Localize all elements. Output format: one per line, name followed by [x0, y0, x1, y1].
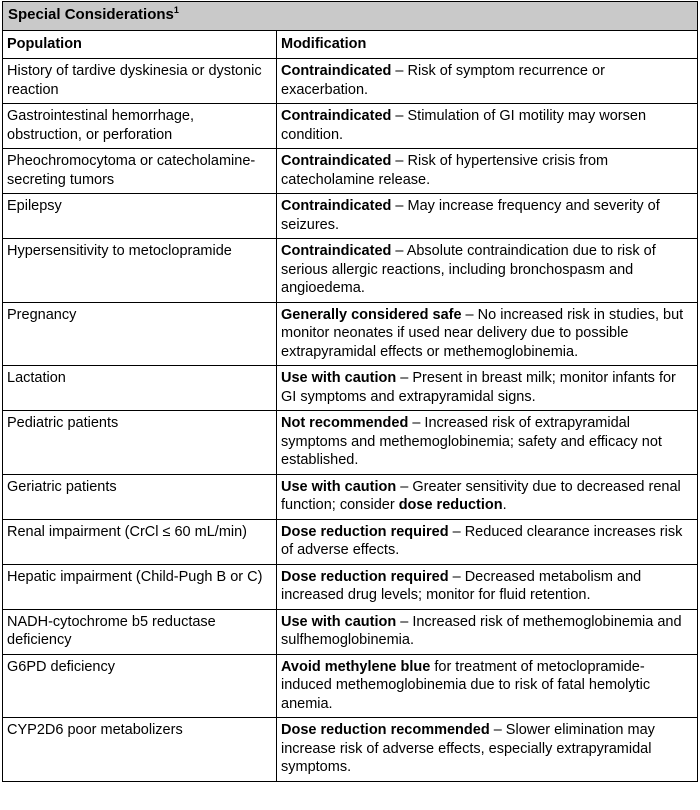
table-row: [3, 474, 698, 519]
modification-verdict: Use with caution: [281, 370, 397, 386]
population-cell: G6PD deficiency: [3, 654, 277, 718]
population-cell: Epilepsy: [3, 194, 277, 239]
modification-emphasis: dose reduction: [398, 497, 503, 513]
population-cell: Pheochromocytoma or catecholamine-secreting tumors: [3, 149, 277, 194]
title-footnote-marker: 1: [173, 5, 179, 15]
modification-verdict: Use with caution: [281, 613, 397, 630]
table-body: [3, 59, 698, 782]
table-row: [3, 239, 698, 303]
table-row: [3, 519, 698, 564]
table-title-cell: [3, 2, 698, 31]
table-title: Special Considerations: [8, 6, 174, 23]
special-considerations-table-container: [2, 1, 697, 782]
modification-detail: – Increased risk of methemoglobinemia and sulfhemoglobinemia.: [281, 613, 682, 648]
modification-detail: – Reduced clearance increases risk of adverse effects.: [281, 523, 683, 558]
modification-verdict: Contraindicated: [281, 63, 392, 79]
modification-detail: – Greater sensitivity due to decreased renal function; consider: [281, 478, 681, 513]
modification-cell: [277, 519, 698, 564]
table-row: [3, 366, 698, 411]
table-row: [3, 564, 698, 609]
modification-verdict: Dose reduction required: [281, 568, 449, 585]
population-cell: Gastrointestinal hemorrhage, obstruction, or perforation: [3, 104, 277, 149]
modification-cell: [277, 474, 698, 519]
table-row: [3, 59, 698, 104]
modification-verdict: Generally considered safe: [281, 306, 462, 323]
population-cell: CYP2D6 poor metabolizers: [3, 718, 277, 782]
population-cell: Pediatric patients: [3, 411, 277, 475]
modification-detail: – Decreased metabolism and increased drug levels; monitor for fluid retention.: [281, 568, 642, 603]
modification-cell: [277, 104, 698, 149]
table-row: [3, 149, 698, 194]
modification-detail: – Risk of hypertensive crisis from catecholamine release.: [281, 153, 609, 188]
special-considerations-table: [2, 1, 698, 782]
modification-detail: – Slower elimination may increase risk of adverse effects, especially extrapyramidal symptoms.: [281, 722, 655, 775]
modification-cell: [277, 302, 698, 366]
population-header: Population: [3, 30, 277, 59]
modification-detail-end: .: [502, 497, 507, 513]
modification-cell: [277, 194, 698, 239]
modification-cell: [277, 564, 698, 609]
modification-detail: for treatment of metoclopramide-induced methemoglobinemia due to risk of fatal hemolytic anemia.: [281, 658, 651, 712]
modification-verdict: Not recommended: [281, 415, 409, 431]
population-cell: Hepatic impairment (Child-Pugh B or C): [3, 564, 277, 609]
table-title-row: [3, 2, 698, 31]
population-cell: Hypersensitivity to metoclopramide: [3, 239, 277, 303]
modification-detail: – Absolute contraindication due to risk of serious allergic reactions, including bronchospasm and angioedema.: [281, 243, 656, 296]
table-row: [3, 302, 698, 366]
population-cell: NADH-cytochrome b5 reductase deficiency: [3, 609, 277, 654]
modification-verdict: Dose reduction required: [281, 523, 449, 540]
modification-detail: – No increased risk in studies, but monitor neonates if used near delivery due to possible extrapyramidal effects or methemoglobinemia.: [281, 306, 684, 360]
table-row: [3, 654, 698, 718]
modification-cell: [277, 609, 698, 654]
table-row: [3, 411, 698, 475]
modification-cell: [277, 239, 698, 303]
table-row: [3, 718, 698, 782]
modification-verdict: Contraindicated: [281, 243, 392, 259]
modification-verdict: Dose reduction recommended: [281, 722, 490, 738]
modification-cell: [277, 718, 698, 782]
modification-detail: – Present in breast milk; monitor infants for GI symptoms and extrapyramidal signs.: [281, 370, 676, 405]
modification-cell: [277, 366, 698, 411]
modification-detail: – Stimulation of GI motility may worsen condition.: [281, 108, 647, 143]
modification-detail: – Risk of symptom recurrence or exacerbation.: [281, 63, 605, 98]
modification-detail: – Increased risk of extrapyramidal symptoms and methemoglobinemia; safety and efficacy not established.: [281, 415, 662, 468]
modification-verdict: Contraindicated: [281, 153, 392, 169]
modification-header: Modification: [277, 30, 698, 59]
modification-verdict: Use with caution: [281, 478, 397, 495]
modification-cell: [277, 654, 698, 718]
population-cell: Geriatric patients: [3, 474, 277, 519]
population-cell: Pregnancy: [3, 302, 277, 366]
modification-verdict: Contraindicated: [281, 108, 392, 124]
modification-verdict: Contraindicated: [281, 198, 392, 214]
table-row: [3, 609, 698, 654]
population-cell: History of tardive dyskinesia or dystonic reaction: [3, 59, 277, 104]
modification-cell: [277, 59, 698, 104]
table-row: [3, 104, 698, 149]
modification-detail: – May increase frequency and severity of seizures.: [281, 198, 660, 233]
modification-cell: [277, 149, 698, 194]
modification-cell: [277, 411, 698, 475]
population-cell: Lactation: [3, 366, 277, 411]
table-header-row: [3, 30, 698, 59]
population-cell: Renal impairment (CrCl ≤ 60 mL/min): [3, 519, 277, 564]
modification-verdict: Avoid methylene blue: [281, 658, 431, 675]
table-row: [3, 194, 698, 239]
